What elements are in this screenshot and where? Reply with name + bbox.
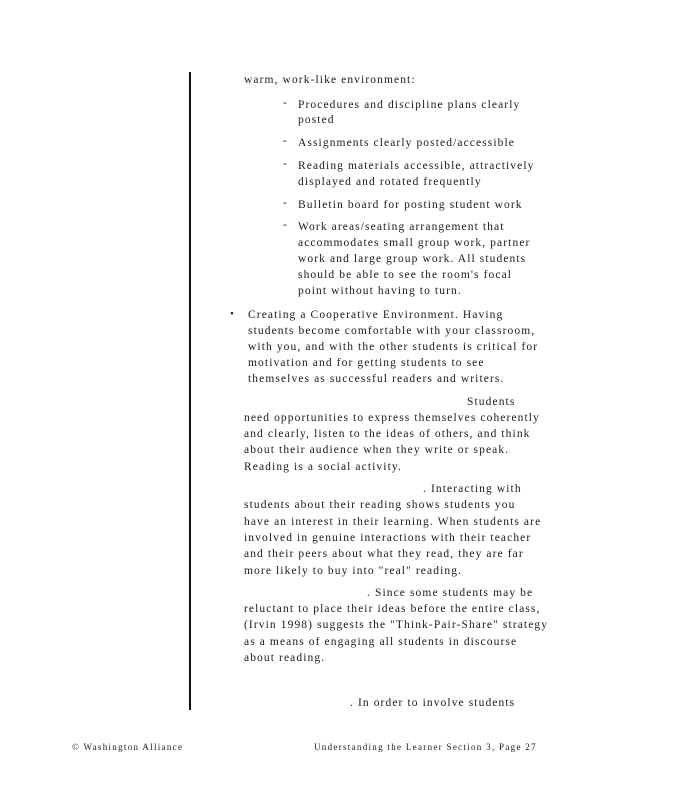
paragraph-line: students about their reading shows students you	[244, 499, 516, 511]
paragraph-line: with you, and with the other students is critical for	[248, 341, 539, 353]
paragraph-line: themselves as successful readers and writers.	[248, 373, 505, 385]
paragraph-line: need opportunities to express themselves coherently	[244, 412, 540, 424]
paragraph-line: Creating a Cooperative Environment. Having	[248, 309, 504, 321]
paragraph-line: as a means of engaging all students in discourse	[244, 636, 518, 648]
paragraph-line: Reading is a social activity.	[244, 461, 402, 473]
paragraph-line: reluctant to place their ideas before the entire class,	[244, 603, 541, 615]
margin-rule	[189, 72, 191, 710]
paragraph-line: (Irvin 1998) suggests the "Think-Pair-Share" strategy	[244, 619, 549, 631]
dash-marker: -	[283, 219, 287, 231]
paragraph-line: . Interacting with	[423, 483, 522, 495]
list-item-line: Assignments clearly posted/accessible	[298, 137, 515, 149]
dash-marker: -	[283, 158, 287, 170]
paragraph-line: Students	[467, 396, 516, 408]
dash-marker: -	[283, 97, 287, 109]
list-item-line: Bulletin board for posting student work	[298, 199, 523, 211]
list-item-line: should be able to see the room's focal	[298, 269, 513, 281]
paragraph-line: and their peers about what they read, they are far	[244, 548, 524, 560]
list-item-line: accommodates small group work, partner	[298, 237, 531, 249]
dash-marker: -	[283, 197, 287, 209]
list-item-line: Work areas/seating arrangement that	[298, 221, 505, 233]
dash-marker: -	[283, 135, 287, 147]
footer-copyright: © Washington Alliance	[72, 742, 184, 752]
paragraph-line: students become comfortable with your classroom,	[248, 325, 536, 337]
list-item-line: point without having to turn.	[298, 285, 462, 297]
paragraph-line: more likely to buy into "real" reading.	[244, 565, 463, 577]
paragraph-line: about their audience when they write or speak.	[244, 444, 510, 456]
paragraph-line: . In order to involve students	[350, 697, 516, 709]
paragraph-line: motivation and for getting students to see	[248, 357, 485, 369]
list-item-line: displayed and rotated frequently	[298, 176, 482, 188]
paragraph-line: have an interest in their learning. When students are	[244, 516, 542, 528]
list-item-line: posted	[298, 114, 335, 126]
paragraph-line: involved in genuine interactions with their teacher	[244, 532, 532, 544]
list-item-line: Procedures and discipline plans clearly	[298, 99, 521, 111]
list-item-line: Reading materials accessible, attractively	[298, 160, 535, 172]
bullet-marker: •	[230, 308, 234, 320]
intro-line: warm, work-like environment:	[244, 74, 416, 86]
paragraph-line: and clearly, listen to the ideas of others, and think	[244, 428, 531, 440]
footer-page-info: Understanding the Learner Section 3, Page 27	[314, 742, 537, 752]
paragraph-line: about reading.	[244, 652, 326, 664]
paragraph-line: . Since some students may be	[367, 587, 534, 599]
list-item-line: work and large group work. All students	[298, 253, 527, 265]
